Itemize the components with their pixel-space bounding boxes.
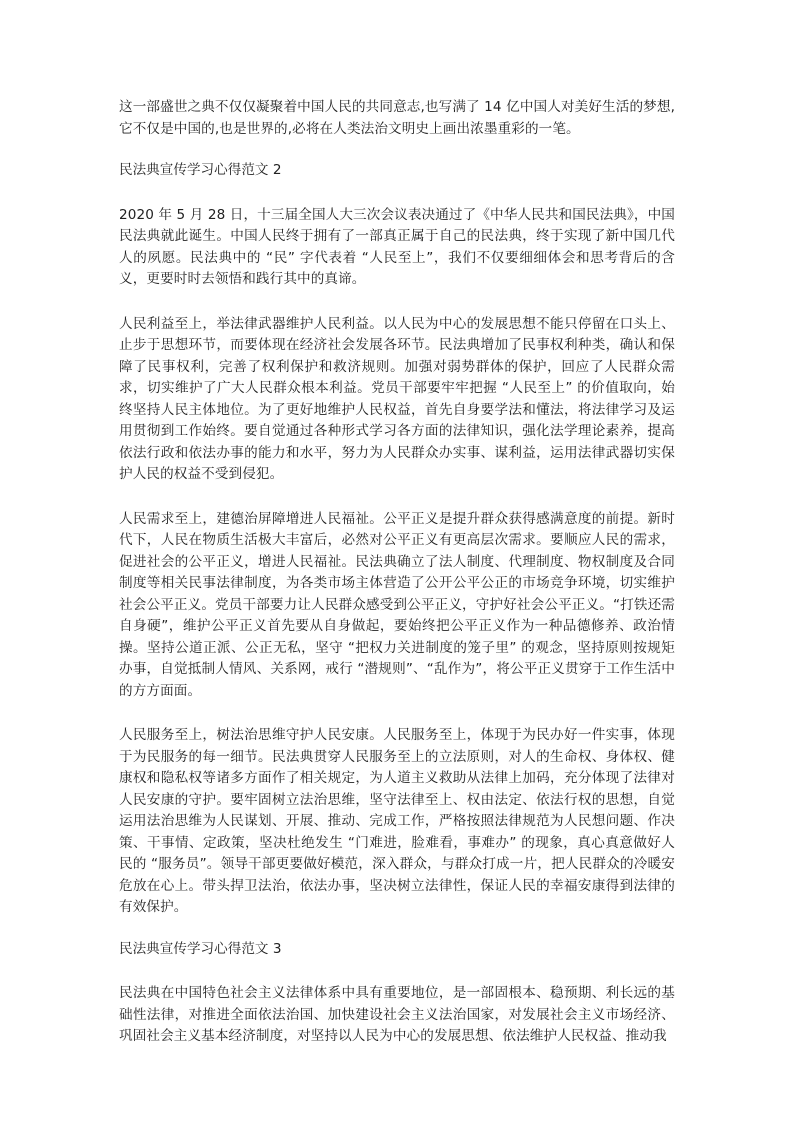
paragraph-3-1: 民法典在中国特色社会主义法律体系中具有重要地位，是一部固根本、稳预期、利长远的基础性法律，对推进全面依法治国、加快建设社会主义法治国家，对发展社会主义市场经济、巩固社会主义基本经济制度，对坚持以人民为中心的发展思想、依法维护人民权益、推动我 [119, 985, 675, 1044]
paragraph-2-2: 人民利益至上，举法律武器维护人民利益。以人民为中心的发展思想不能只停留在口头上、止步于思想环节，而要体现在经济社会发展各环节。民法典增加了民事权利种类，确认和保障了民事权利，完善了权利保护和救济规则。加强对弱势群体的保护，回应了人民群众需求，切实维护了广大人民群众根本利益。党员干部要牢牢把握 “人民至上” 的价值取向，始终坚持人民主体地位。为了更好地维护人民权益，首先自身要学法和懂法，将法律学习及运用贯彻到工作始终。要自觉通过各种形式学习各方面的法律知识，强化法学理论素养，提高依法行政和依法办事的能力和水平，努力为人民群众办实事、谋利益，运用法律武器切实保护人民的权益不受到侵犯。 [119, 315, 675, 482]
paragraph-2-3: 人民需求至上，建德治屏障增进人民福祉。公平正义是提升群众获得感满意度的前提。新时代下，人民在物质生活极大丰富后，必然对公平正义有更高层次需求。要顺应人民的需求，促进社会的公平正义，增进人民福祉。民法典确立了法人制度、代理制度、物权制度及合同制度等相关民事法律制度，为各类市场主体营造了公开公平公正的市场竞争环境，切实维护社会公平正义。党员干部要力让人民群众感受到公平正义，守护好社会公平正义。“打铁还需自身硬”，维护公平正义首先要从自身做起，要始终把公平正义作为一种品德修养、政治情操。坚持公道正派、公正无私，坚守 “把权力关进制度的笼子里” 的观念，坚持原则按规矩办事，自觉抵制人情风、关系网，戒行 “潜规则”、“乱作为”，将公平正义贯穿于工作生活中的方方面面。 [119, 510, 675, 699]
paragraph-intro-ending: 这一部盛世之典不仅仅凝聚着中国人民的共同意志,也写满了 14 亿中国人对美好生活的梦想,它不仅是中国的,也是世界的,必将在人类法治文明史上画出浓墨重彩的一笔。 [119, 99, 675, 137]
document-page [119, 97, 675, 1048]
paragraph-2-4: 人民服务至上，树法治思维守护人民安康。人民服务至上，体现于为民办好一件实事，体现于为民服务的每一细节。民法典贯穿人民服务至上的立法原则，对人的生命权、身体权、健康权和隐私权等诸多方面作了相关规定，为人道主义救助从法律上加码，充分体现了法律对人民安康的守护。要牢固树立法治思维，坚守法律至上、权由法定、依法行权的思想，自觉运用法治思维为人民谋划、开展、推动、完成工作，严格按照法律规范为人民想问题、作决策、干事情、定政策，坚决杜绝发生 “门难进，脸难看，事难办” 的现象，真心真意做好人民的 “服务员”。领导干部更要做好模范，深入群众，与群众打成一片，把人民群众的冷暖安危放在心上。带头捍卫法治，依法办事，坚决树立法律性，保证人民的幸福安康得到法律的有效保护。 [119, 727, 675, 915]
section-heading-2: 民法典宣传学习心得范文 2 [119, 162, 282, 178]
section-heading-3: 民法典宣传学习心得范文 3 [119, 940, 282, 957]
paragraph-2-1: 2020 年 5 月 28 日，十三届全国人大三次会议表决通过了《中华人民共和国民法典》，中国民法典就此诞生。中国人民终于拥有了一部真正属于自己的民法典，终于实现了新中国几代人的夙愿。民法典中的 “民” 字代表着 “人民至上”，我们不仅要细细体会和思考背后的含义，更要时时去领悟和践行其中的真谛。 [119, 206, 675, 287]
